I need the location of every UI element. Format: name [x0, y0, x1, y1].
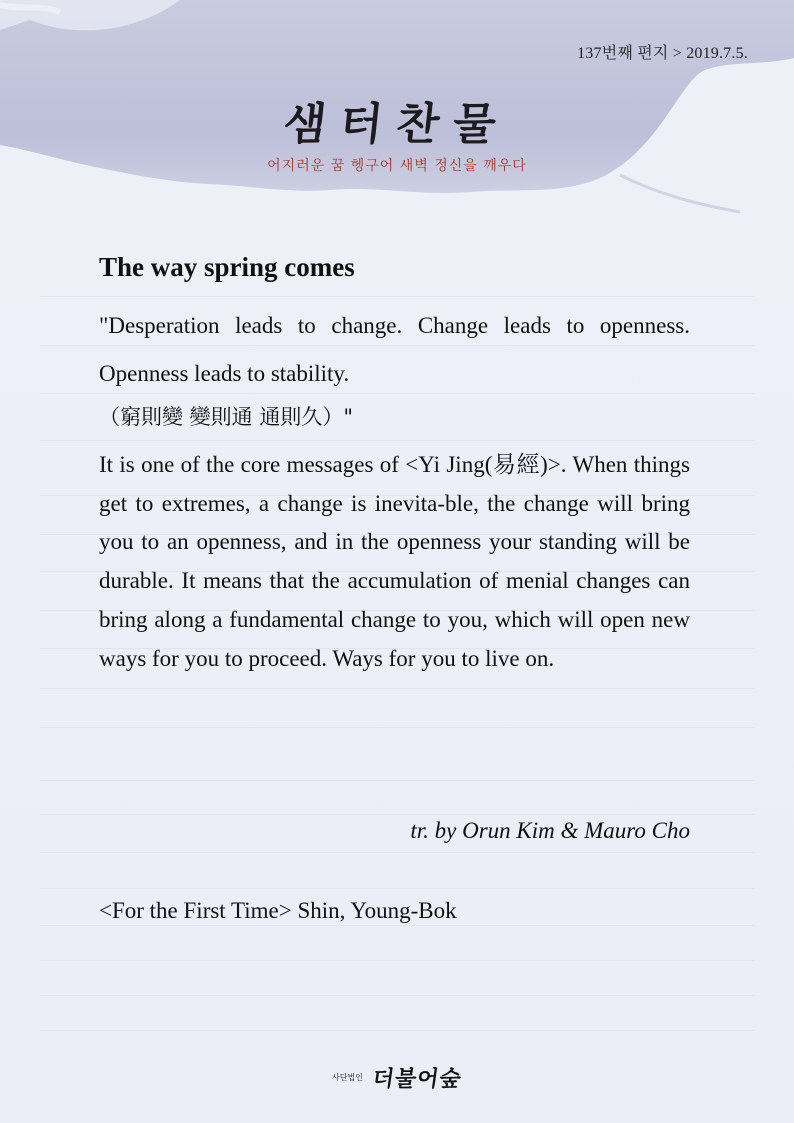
- ruled-line: [40, 1030, 754, 1031]
- ruled-line: [40, 925, 754, 926]
- footer-org-name: 더불어숲: [370, 1066, 464, 1092]
- brand-logo: 샘터찬물: [280, 99, 513, 150]
- article-title: The way spring comes: [99, 252, 355, 282]
- issue-number: 137번째 편지: [577, 45, 669, 62]
- issue-date: 2019.7.5.: [686, 45, 748, 62]
- footer-logo: [0, 1062, 794, 1093]
- ruled-line: [40, 814, 754, 815]
- article: [99, 248, 690, 923]
- footer-org-prefix: 사단법인: [332, 1073, 363, 1082]
- ruled-line: [40, 995, 754, 996]
- ruled-line: [40, 727, 754, 728]
- ruled-line: [40, 852, 754, 853]
- issue-info: [577, 40, 748, 63]
- article-quote: "Desperation leads to change. Change leads to openness. Openness leads to stability.: [99, 313, 690, 386]
- translator-credit: tr. by Orun Kim & Mauro Cho: [410, 818, 690, 843]
- article-hanja: （窮則變 變則通 通則久）": [99, 405, 354, 429]
- ruled-line: [40, 780, 754, 781]
- ruled-line: [40, 960, 754, 961]
- article-body: It is one of the core messages of <Yi Jing(易經)>. When things get to extremes, a change is inevita-ble, the change will bring you to an openness, and in the openness your standing will be durable. It means that the accumulation of menial changes can bring along a fundamental change to you, which will open new ways for you to proceed. Ways for you to live on.: [99, 452, 690, 671]
- breadcrumb-separator: >: [672, 45, 682, 62]
- source-citation: <For the First Time> Shin, Young-Bok: [99, 898, 457, 923]
- brand-tagline: 어지러운 꿈 헹구어 새벽 정신을 깨우다: [267, 158, 527, 174]
- ruled-line: [40, 888, 754, 889]
- ruled-line: [40, 688, 754, 689]
